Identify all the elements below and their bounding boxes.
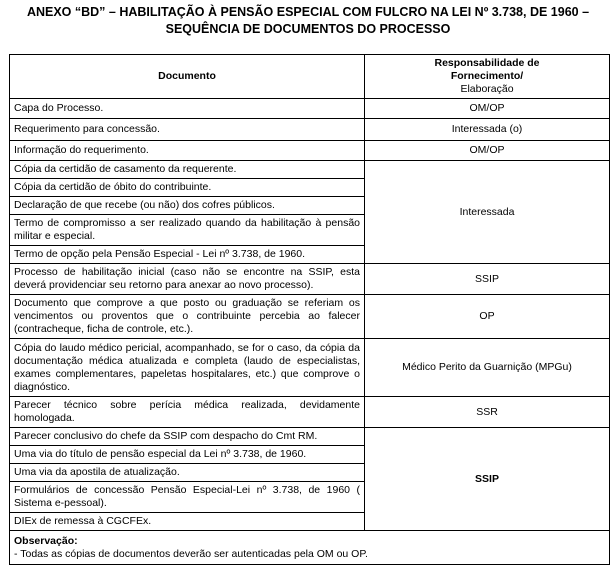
observation-text: - Todas as cópias de documentos deverão ser autenticadas pela OM ou OP. [14,547,368,560]
doc-cell: Uma via do título de pensão especial da Lei nº 3.738, de 1960. [10,446,365,464]
resp-cell: SSR [365,397,610,428]
header-responsabilidade [365,55,610,99]
table-row [10,339,610,397]
resp-cell: Médico Perito da Guarnição (MPGu) [365,339,610,397]
doc-cell: Declaração de que recebe (ou não) dos cofres públicos. [10,197,365,215]
doc-cell: Termo de compromisso a ser realizado quando da habilitação à pensão militar e especial. [10,215,365,246]
doc-cell: Informação do requerimento. [10,141,365,161]
title-line-2: SEQUÊNCIA DE DOCUMENTOS DO PROCESSO [165,22,451,36]
resp-cell: OM/OP [365,99,610,119]
doc-cell: Processo de habilitação inicial (caso não se encontre na SSIP, esta deverá providenciar seu retorno para anexar ao novo processo). [10,264,365,295]
table-row [10,99,610,119]
table-row [10,397,610,428]
doc-cell: DIEx de remessa à CGCFEx. [10,513,365,531]
observation-row [10,531,610,565]
header-documento: Documento [10,55,365,99]
resp-cell: SSIP [365,264,610,295]
table-header-row [10,55,610,99]
observation-label: Observação: [14,534,78,547]
header-resp-line1: Responsabilidade de [434,57,540,69]
table-row [10,295,610,339]
doc-cell: Documento que comprove a que posto ou graduação se referiam os vencimentos ou proventos que o contribuinte percebia ao falecer (contracheque, ficha de controle, etc.). [10,295,365,339]
doc-cell: Cópia da certidão de óbito do contribuinte. [10,179,365,197]
resp-cell: SSIP [365,428,610,531]
resp-cell: Interessada (o) [365,119,610,141]
table-row [10,119,610,141]
doc-cell: Uma via da apostila de atualização. [10,464,365,482]
header-resp-line3: Elaboração [460,83,514,95]
observation-cell [10,531,610,565]
resp-cell: OP [365,295,610,339]
documents-table [9,54,610,565]
doc-cell: Termo de opção pela Pensão Especial - Lei nº 3.738, de 1960. [10,246,365,264]
doc-cell: Cópia da certidão de casamento da requerente. [10,161,365,179]
resp-cell: Interessada [365,161,610,264]
title-line-1: ANEXO “BD” – HABILITAÇÃO À PENSÃO ESPECIAL COM FULCRO NA LEI Nº 3.738, DE 1960 – [26,5,590,19]
table-row [10,264,610,295]
doc-cell: Formulários de concessão Pensão Especial-Lei nº 3.738, de 1960 ( Sistema e-pessoal). [10,482,365,513]
header-resp-line2: Fornecimento/ [450,70,524,82]
doc-cell: Requerimento para concessão. [10,119,365,141]
table-row [10,428,610,446]
resp-cell: OM/OP [365,141,610,161]
table-row [10,161,610,179]
doc-cell: Cópia do laudo médico pericial, acompanhado, se for o caso, da cópia da documentação médica atualizada e completa (laudo de especialistas, exames complementares, papeletas hospitalares, etc.) que comprove o diagnóstico. [10,339,365,397]
doc-cell: Capa do Processo. [10,99,365,119]
doc-cell: Parecer conclusivo do chefe da SSIP com despacho do Cmt RM. [10,428,365,446]
table-row [10,141,610,161]
page-title [0,4,616,38]
doc-cell: Parecer técnico sobre perícia médica realizada, devidamente homologada. [10,397,365,428]
